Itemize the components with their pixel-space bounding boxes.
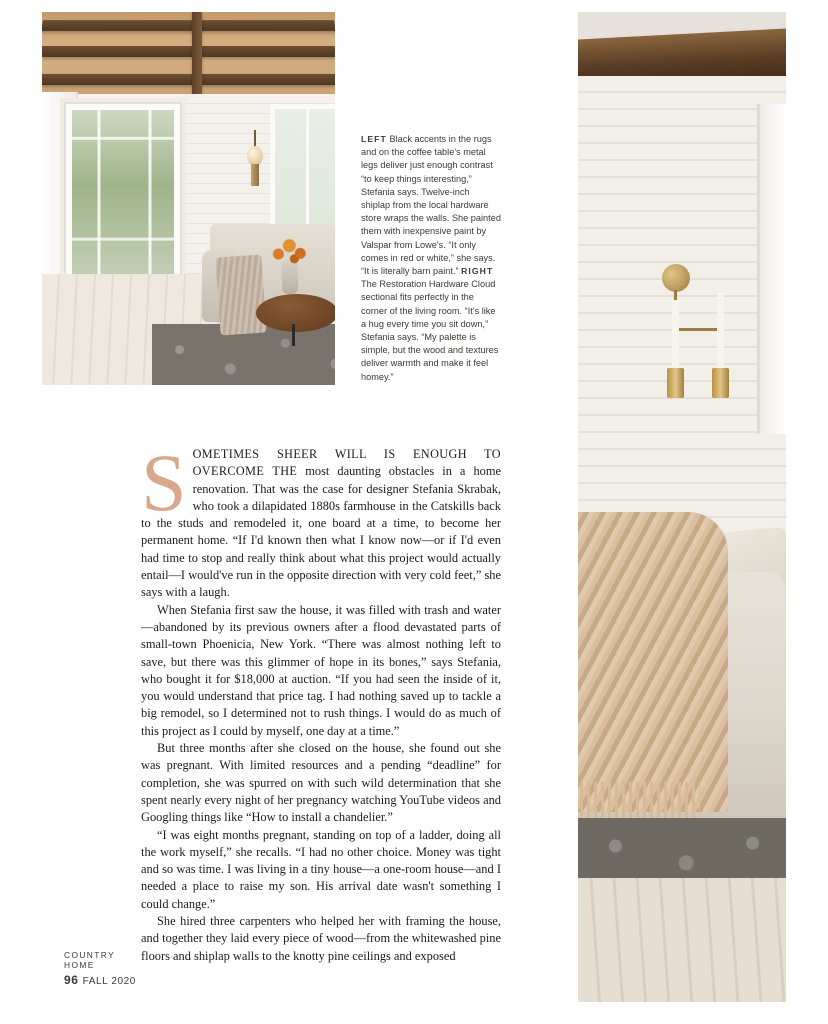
page-footer <box>64 950 264 987</box>
pendant-cylinder <box>251 164 259 186</box>
candle-cup <box>712 368 729 398</box>
pendant-globe <box>247 146 263 166</box>
door-glass <box>72 110 174 278</box>
caption-right-text: The Restoration Hardware Cloud sectional fits perfectly in the corner of the living room. “It's like a hug every time you sit down,” Stefania says. “My palette is simple, but the wood and textures deliver warmth and make it feel homey.” <box>361 279 499 382</box>
pendant-light <box>247 130 263 188</box>
paragraph-2: When Stefania first saw the house, it was filled with trash and water—abandoned by its previous owners after a flood devastated parts of small-town Phoenicia, New York. “There was almost nothing left to save, but there was this glimmer of hope in its bones,” says Stefania, who bought it for $18,000 at auction. “If you had seen the inside of it, you would understand that price tag. I had nothing saved up to tackle a big remodel, so I determined not to rush things. I would do as much of this project as I could by myself, one day at a time.” <box>141 602 501 738</box>
coffee-table <box>256 294 335 332</box>
caption-right-label: RIGHT <box>461 266 494 277</box>
brass-candle-sconce <box>634 264 734 424</box>
wood-floor <box>578 878 786 1002</box>
page-number: 96 <box>64 973 79 987</box>
ceiling-beam <box>42 46 335 57</box>
candle <box>717 292 724 370</box>
paragraph-1-text: most daunting obstacles in a home renovation. That was the case for designer Stefania Skrabak, who took a dilapidated 1880s farmhouse in the Catskills back to the studs and remodeled it, one board at a time, to become her permanent home. “If I'd known then what I know now—or if I'd even had time to stop and really think about what this project would actually entail—I would've run in the opposite direction with very cold feet,” she says with a laugh. <box>141 464 501 600</box>
article-body <box>141 437 501 965</box>
woven-throw <box>578 512 728 812</box>
caption-left-label: LEFT <box>361 134 387 144</box>
coffee-table-leg <box>292 324 295 346</box>
sconce-arm <box>674 328 722 331</box>
ceiling <box>42 12 335 98</box>
magazine-brand-line-2: HOME <box>64 960 95 970</box>
caption-left-text: Black accents in the rugs and on the coffee table's metal legs deliver just enough contrast “to keep things interesting,” Stefania says. Twelve-inch shiplap from the local hardware store wraps the walls. She painted them with inexpensive paint by Valspar from Lowe's. “It only comes in red or white,” she says. “It is literally barn paint.” <box>361 134 501 277</box>
sconce-backplate <box>662 264 690 292</box>
knit-throw <box>215 254 266 335</box>
ceiling-beam <box>42 20 335 31</box>
page-footer-line <box>64 973 264 987</box>
flower-arrangement <box>270 236 312 266</box>
paragraph-5: She hired three carpenters who helped her with framing the house, and together they laid every piece of wood—from the whitewashed pine floors and shiplap walls to the knotty pine ceilings and exposed <box>141 914 501 963</box>
ceiling-beam <box>42 74 335 85</box>
door-casing <box>757 104 786 434</box>
left-photo <box>42 12 335 385</box>
throw-fringe <box>580 782 700 822</box>
paragraph-1 <box>141 437 501 602</box>
paragraph-4: “I was eight months pregnant, standing on top of a ladder, doing all the work myself,” she recalls. “I had no other choice. Money was tight and so was time. I was living in a tiny house—a one-room house—and I needed a place to raise my son. His arrival date wasn't something I could change.” <box>141 827 501 911</box>
photo-caption <box>361 133 501 384</box>
ceiling-beam-vertical <box>192 12 202 98</box>
issue-date: FALL 2020 <box>82 976 136 987</box>
magazine-brand-line-1: COUNTRY <box>64 950 116 960</box>
right-photo <box>578 12 786 1002</box>
french-door <box>60 98 186 292</box>
candle <box>672 300 679 370</box>
window <box>270 104 335 234</box>
paragraph-3: But three months after she closed on the house, she found out she was pregnant. With limited resources and a pending “deadline” for completion, she was spurred on with such wild determination that she spent nearly every night of her pregnancy watching YouTube videos and Googling things like “How to install a chandelier.” <box>141 741 501 825</box>
drop-cap: S <box>141 437 187 528</box>
candle-cup <box>667 368 684 398</box>
opening-small-caps: OMETIMES SHEER WILL IS ENOUGH TO OVERCOME THE <box>192 447 501 479</box>
